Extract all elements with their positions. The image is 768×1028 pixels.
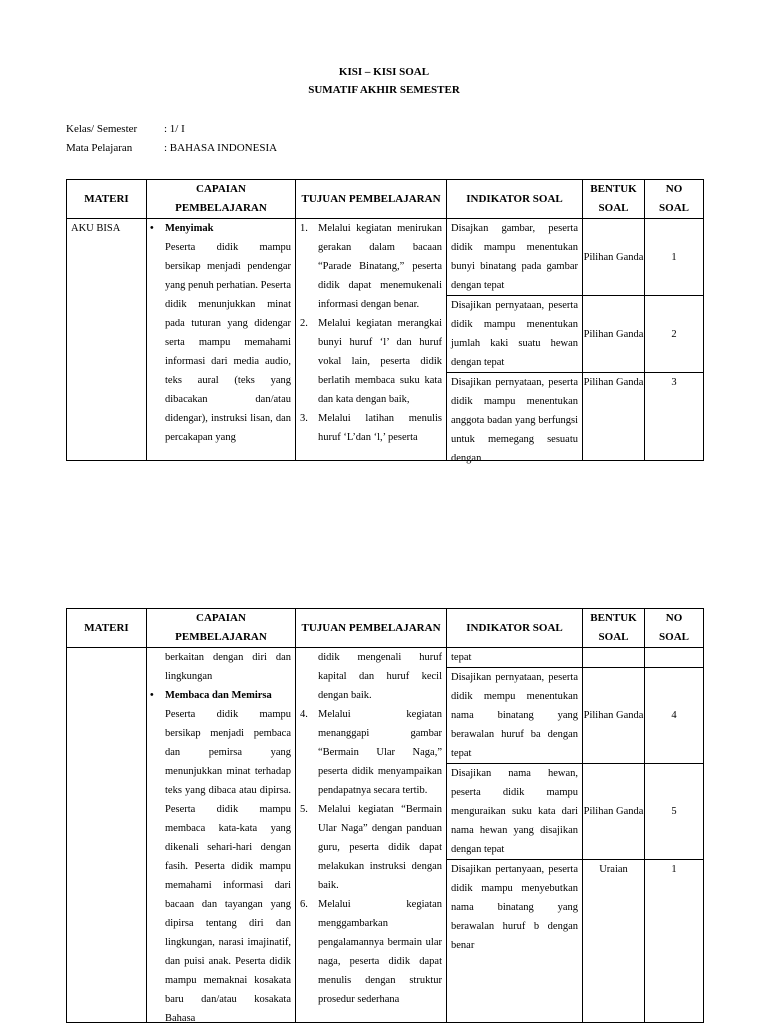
header-bentuk: BENTUK SOAL — [583, 180, 645, 219]
tujuan-item: 5. Melalui kegiatan “Bermain Ular Naga” dengan panduan guru, peserta didik dapat melakukan instruksi dengan baik. — [300, 804, 442, 891]
tujuan-item: 2. Melalui kegiatan merangkai bunyi huruf ‘l’ dan huruf vokal lain, peserta didik berlatih membaca suku kata dan kata dengan baik, — [300, 318, 442, 405]
materi-cell: AKU BISA — [67, 219, 147, 461]
tujuan-item: 3. Melalui latihan menulis huruf ‘L’dan ‘l,’ peserta — [300, 413, 442, 443]
table-header-row — [67, 609, 704, 648]
materi-cell — [67, 648, 147, 1023]
no-cell: 3 — [645, 373, 704, 461]
indikator-cell: tepat — [447, 648, 583, 668]
capaian-heading: • Menyimak — [147, 219, 295, 238]
no-cell: 4 — [645, 668, 704, 764]
table-row — [67, 219, 704, 296]
kisi-table-page1 — [66, 179, 704, 464]
capaian-text: Peserta didik mampu bersikap menjadi pendengar yang penuh perhatian. Peserta didik menunjukkan minat pada tuturan yang didengar serta mampu memahami informasi dari media audio, teks aural (teks yang dibacakan dan/atau didengar), instruksi lisan, dan percakapan yang — [165, 242, 291, 443]
bentuk-cell: Uraian — [583, 860, 645, 1023]
header-capaian: CAPAIAN PEMBELAJARAN — [147, 609, 296, 648]
tujuan-cell — [296, 648, 447, 1023]
meta-mapel — [66, 139, 277, 158]
meta-mapel-value: : BAHASA INDONESIA — [164, 142, 278, 154]
bentuk-cell: Pilihan Ganda — [583, 296, 645, 373]
bentuk-cell: Pilihan Ganda — [583, 219, 645, 296]
meta-kelas — [66, 120, 185, 139]
no-cell: 1 — [645, 219, 704, 296]
header-no: NO SOAL — [645, 180, 704, 219]
capaian-cell — [147, 219, 296, 461]
no-cell: 5 — [645, 764, 704, 860]
bentuk-cell: Pilihan Ganda — [583, 764, 645, 860]
table-row — [67, 648, 704, 668]
indikator-cell: Disajkan gambar, peserta didik mampu menentukan bunyi binatang pada gambar dengan tepat — [447, 219, 583, 296]
header-indikator: INDIKATOR SOAL — [447, 609, 583, 648]
tujuan-lead: didik mengenali huruf kapital dan huruf kecil dengan baik. — [318, 652, 442, 701]
capaian-text: Peserta didik mampu bersikap menjadi pembaca dan pemirsa yang menunjukkan minat terhadap teks yang dibaca atau dipirsa. Peserta didik mampu membaca kata-kata yang dikenali sehari-hari dengan fasih. Peserta didik mampu memahami informasi dari bacaan dan tayangan yang dipirsa tentang diri dan lingkungan, narasi imajinatif, dan puisi anak. Peserta didik mampu memaknai kosakata baru dan/atau kosakata Bahasa — [165, 709, 291, 1024]
bentuk-cell: Pilihan Ganda — [583, 668, 645, 764]
header-indikator: INDIKATOR SOAL — [447, 180, 583, 219]
header-materi: MATERI — [67, 180, 147, 219]
tujuan-cell — [296, 219, 447, 461]
indikator-cell: Disajikan pernyataan, peserta didik mampu menentukan jumlah kaki suatu hewan dengan tepat — [447, 296, 583, 373]
meta-kelas-label: Kelas/ Semester — [66, 123, 138, 135]
indikator-cell: Disajikan nama hewan, peserta didik mampu menguraikan suku kata dari nama hewan yang disajikan dengan tepat — [447, 764, 583, 860]
header-materi: MATERI — [67, 609, 147, 648]
header-tujuan: TUJUAN PEMBELAJARAN — [296, 609, 447, 648]
indikator-cell: Disajikan pertanyaan, peserta didik mampu menyebutkan nama binatang yang berawalan huruf b dengan benar — [447, 860, 583, 1023]
header-capaian: CAPAIAN PEMBELAJARAN — [147, 180, 296, 219]
table-header-row — [67, 180, 704, 219]
meta-kelas-value: : 1/ I — [164, 123, 185, 135]
capaian-heading: • Membaca dan Memirsa — [147, 686, 295, 705]
header-no: NO SOAL — [645, 609, 704, 648]
no-cell — [645, 648, 704, 668]
no-cell: 2 — [645, 296, 704, 373]
kisi-table-page2 — [66, 608, 704, 1023]
indikator-cell: Disajikan pernyataan, peserta didik mempu menentukan nama binatang yang berawalan huruf ba dengan tepat — [447, 668, 583, 764]
bentuk-cell — [583, 648, 645, 668]
header-bentuk: BENTUK SOAL — [583, 609, 645, 648]
capaian-lead: berkaitan dengan diri dan lingkungan — [165, 652, 291, 682]
meta-mapel-label: Mata Pelajaran — [66, 142, 133, 154]
no-cell: 1 — [645, 860, 704, 1023]
tujuan-item: 1. Melalui kegiatan menirukan gerakan dalam bacaan “Parade Binatang,” peserta didik dapat menemukenali informasi dengan benar. — [300, 223, 442, 310]
capaian-cell — [147, 648, 296, 1023]
tujuan-item: 6. Melalui kegiatan menggambarkan pengalamannya bermain ular naga, peserta didik dapat menulis dengan struktur prosedur sederhana — [300, 899, 442, 1005]
tujuan-item: 4. Melalui kegiatan menanggapi gambar “Bermain Ular Naga,” peserta didik menyampaikan pendapatnya secara tertib. — [300, 709, 442, 796]
document-subtitle: SUMATIF AKHIR SEMESTER — [308, 84, 460, 96]
header-tujuan: TUJUAN PEMBELAJARAN — [296, 180, 447, 219]
indikator-cell: Disajikan pernyataan, peserta didik mampu menentukan anggota badan yang berfungsi untuk memegang sesuatu dengan — [447, 373, 583, 461]
document-title: KISI – KISI SOAL — [338, 66, 430, 78]
bentuk-cell: Pilihan Ganda — [583, 373, 645, 461]
